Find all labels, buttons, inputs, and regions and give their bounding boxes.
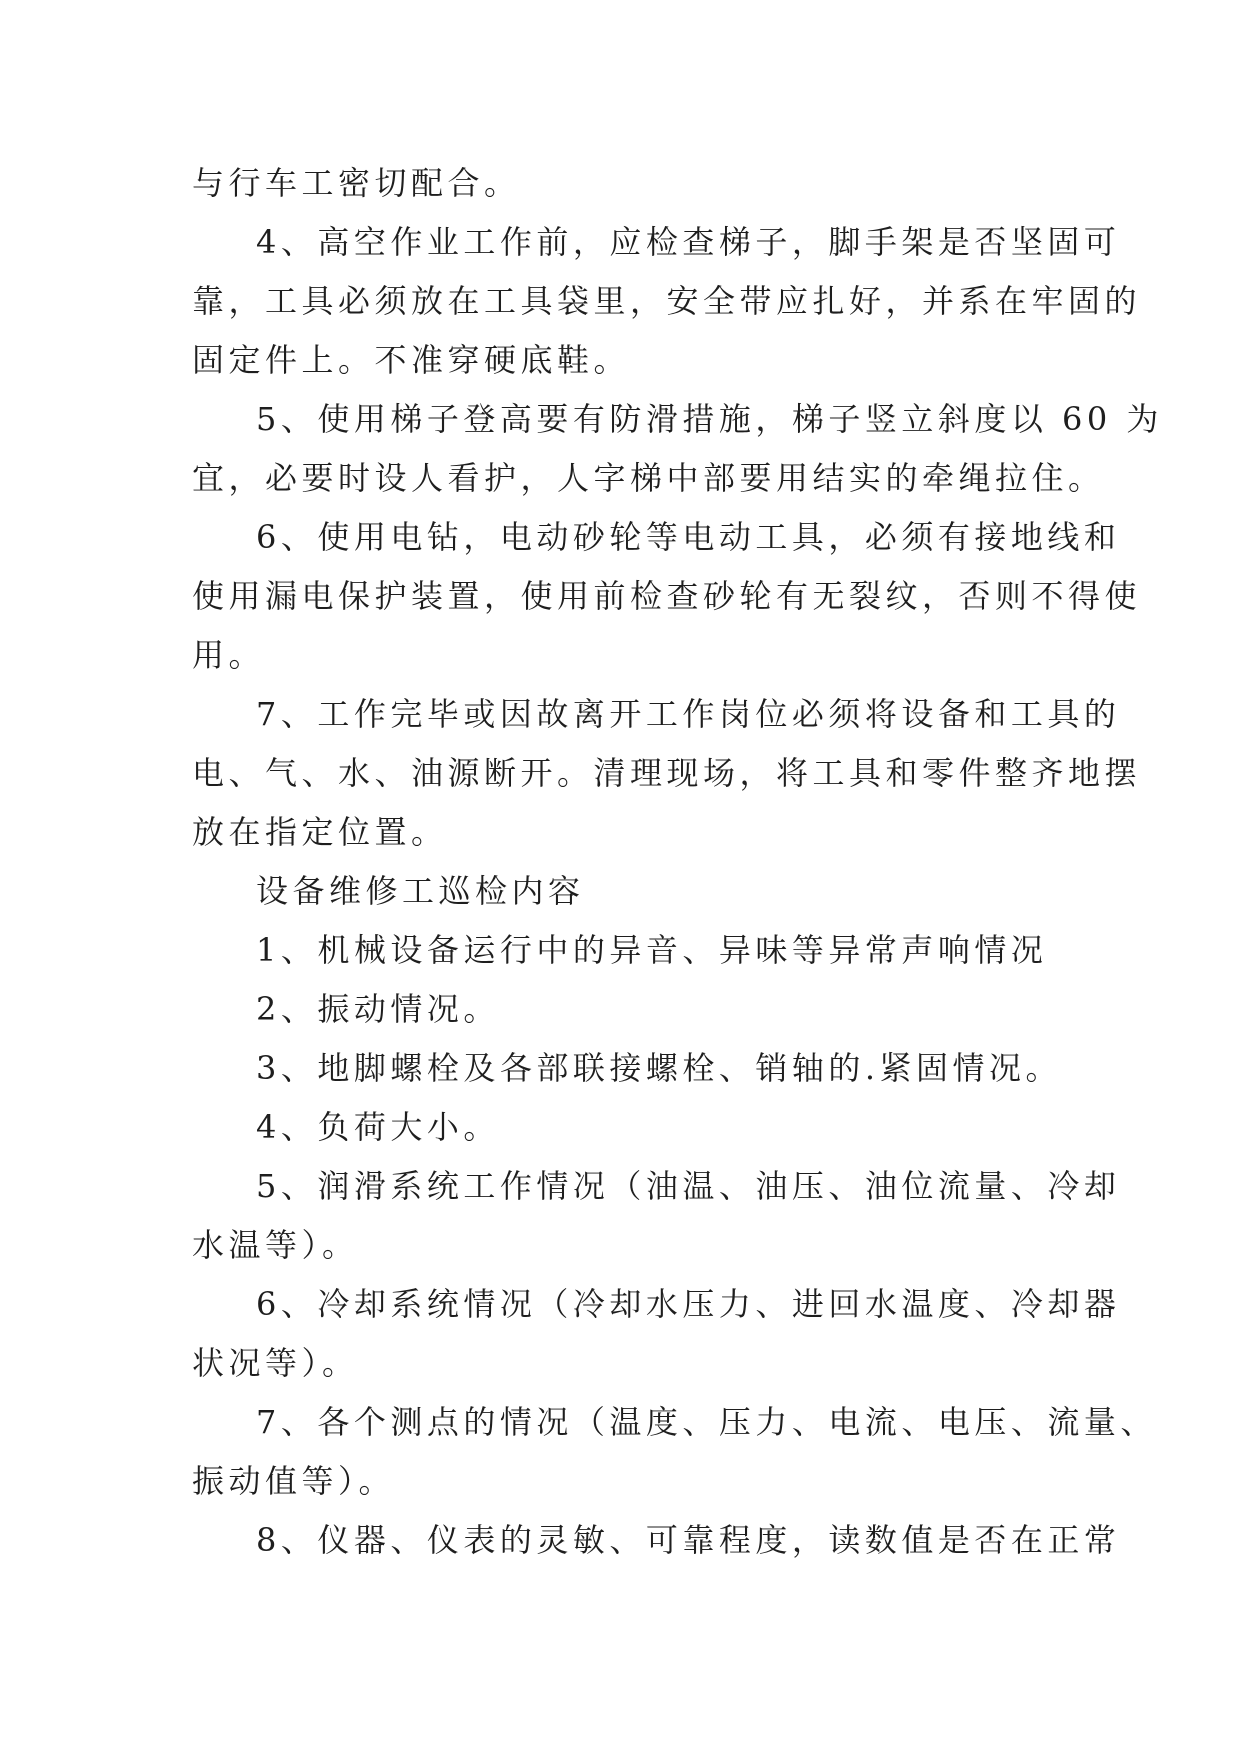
document-body [192, 154, 1163, 1570]
text-line: 宜，必要时设人看护，人字梯中部要用结实的牵绳拉住。 [192, 459, 1105, 497]
text-line: 7、各个测点的情况（温度、压力、电流、电压、流量、 [256, 1403, 1157, 1441]
text-line: 4、负荷大小。 [256, 1108, 500, 1146]
text-line: 3、地脚螺栓及各部联接螺栓、销轴的.紧固情况。 [256, 1049, 1063, 1087]
text-line: 6、使用电钻，电动砂轮等电动工具，必须有接地线和 [256, 518, 1121, 556]
text-line: 用。 [192, 636, 266, 674]
text-line: 2、振动情况。 [256, 990, 500, 1028]
text-line: 靠，工具必须放在工具袋里，安全带应扎好，并系在牢固的 [192, 282, 1142, 320]
text-line: 与行车工密切配合。 [192, 164, 521, 202]
text-line: 振动值等）。 [192, 1462, 396, 1500]
text-line: 5、使用梯子登高要有防滑措施，梯子竖立斜度以 60 为 [256, 400, 1163, 438]
text-line: 8、仪器、仪表的灵敏、可靠程度，读数值是否在正常 [256, 1521, 1121, 1559]
text-line: 水温等）。 [192, 1226, 359, 1264]
text-line: 5、润滑系统工作情况（油温、油压、油位流量、冷却 [256, 1167, 1121, 1205]
text-line: 4、高空作业工作前，应检查梯子，脚手架是否坚固可 [256, 223, 1121, 261]
text-line: 放在指定位置。 [192, 813, 448, 851]
text-line: 使用漏电保护装置，使用前检查砂轮有无裂纹，否则不得使 [192, 577, 1142, 615]
text-line: 状况等）。 [192, 1344, 359, 1382]
text-block [192, 154, 1163, 1570]
section-heading: 设备维修工巡检内容 [256, 872, 585, 910]
text-line: 电、气、水、油源断开。清理现场，将工具和零件整齐地摆 [192, 754, 1142, 792]
text-line: 固定件上。不准穿硬底鞋。 [192, 341, 631, 379]
text-line: 1、机械设备运行中的异音、异味等异常声响情况 [256, 931, 1048, 969]
text-line: 6、冷却系统情况（冷却水压力、进回水温度、冷却器 [256, 1285, 1121, 1323]
text-line: 7、工作完毕或因故离开工作岗位必须将设备和工具的 [256, 695, 1121, 733]
